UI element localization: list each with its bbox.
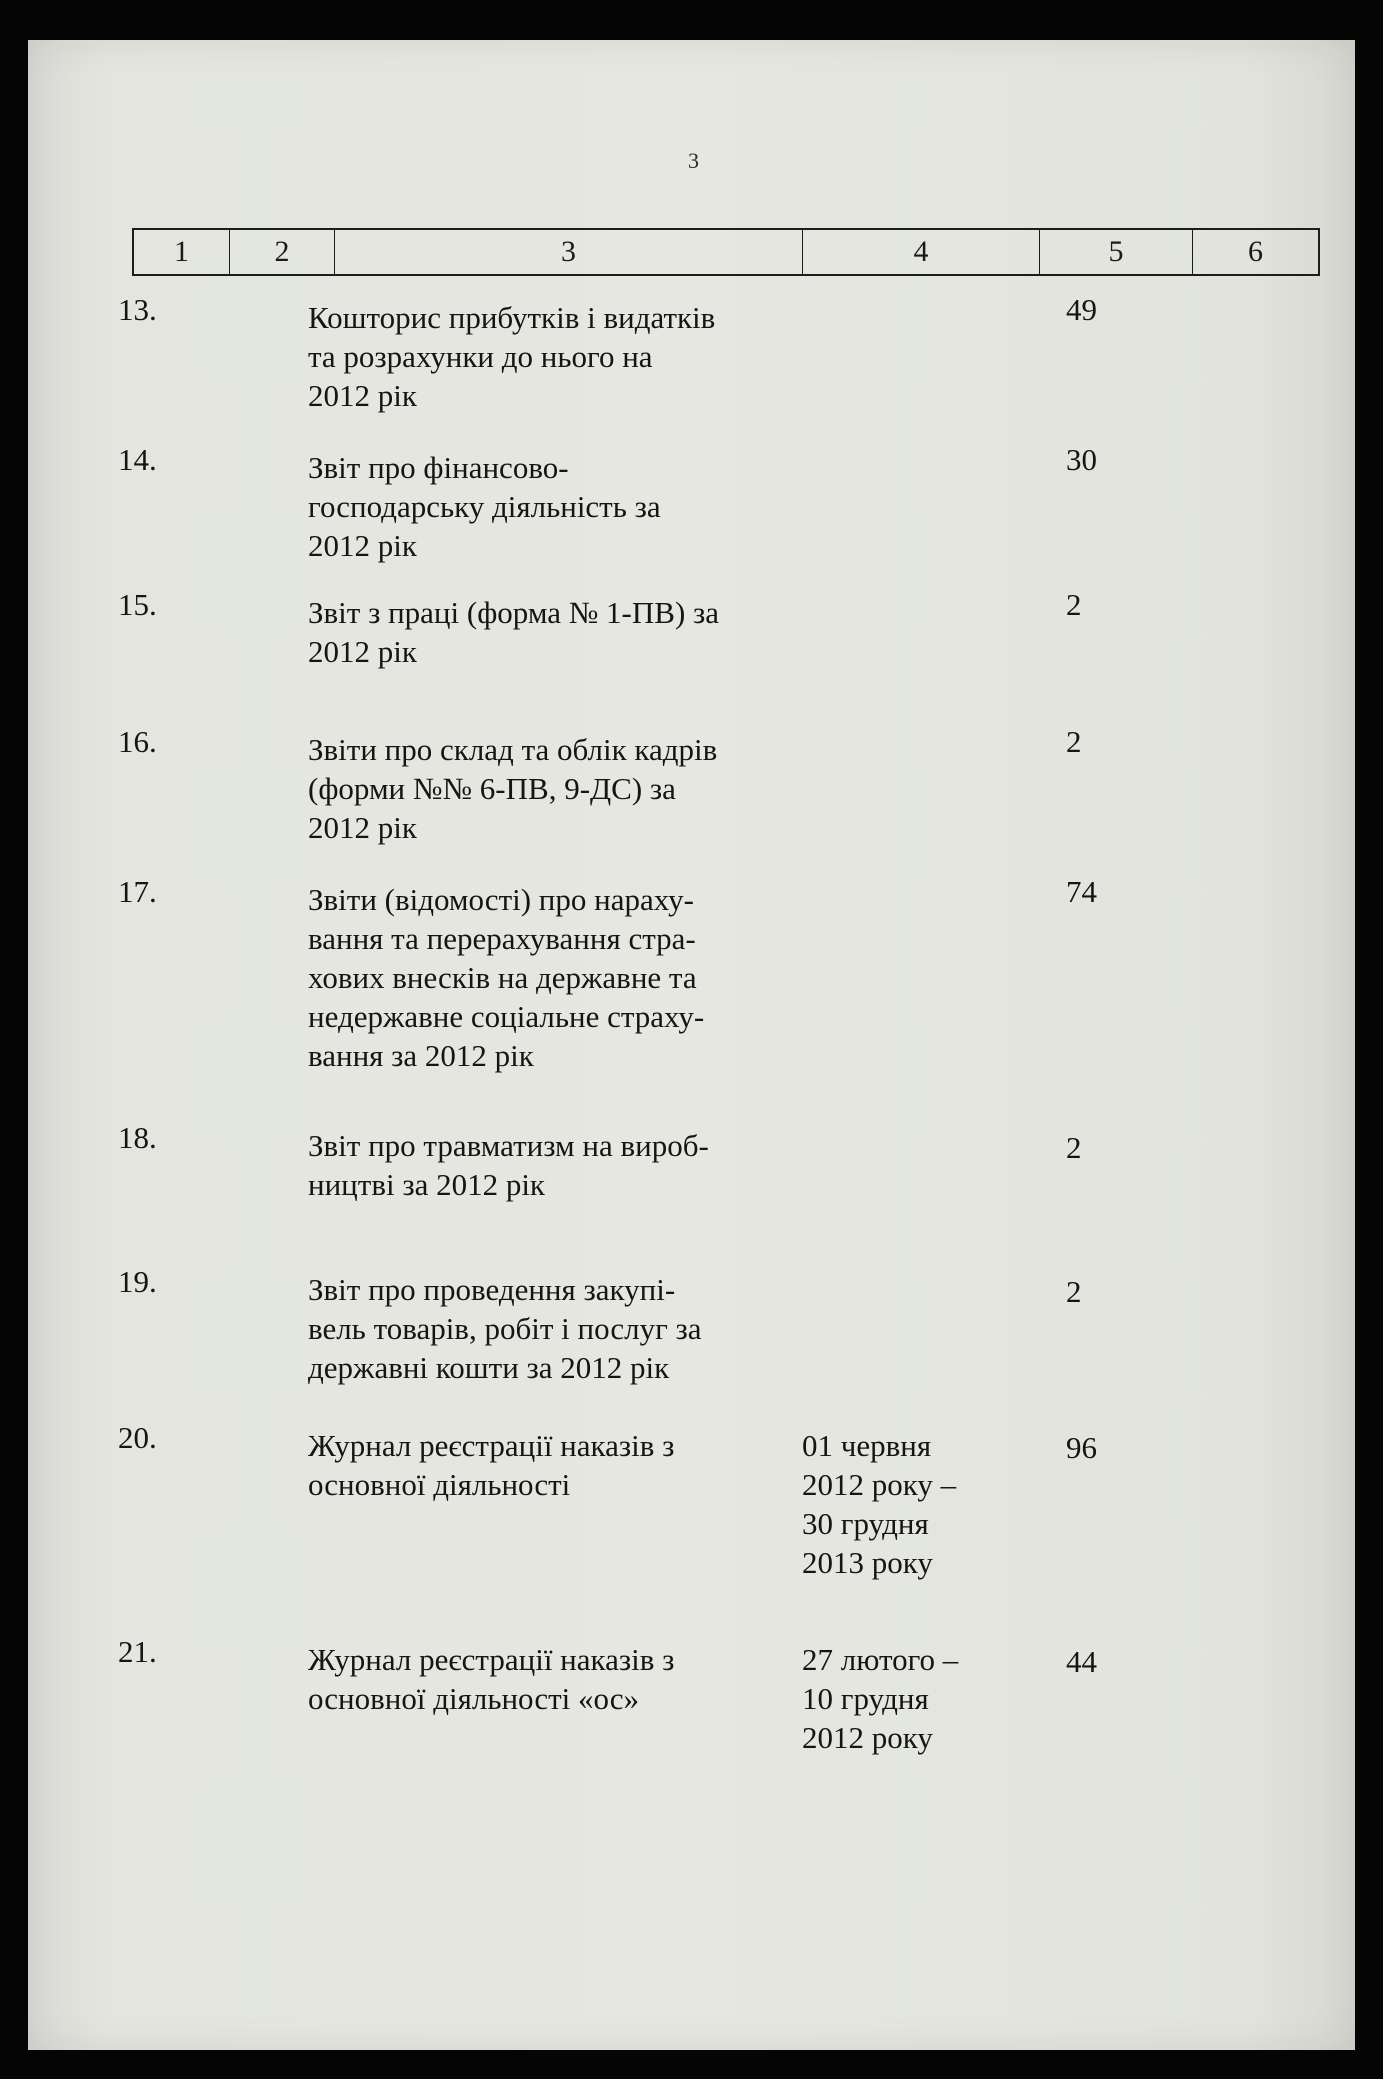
entry-title bbox=[308, 448, 778, 565]
entry-sheet-count: 2 bbox=[1066, 724, 1082, 759]
entry-number: 18. bbox=[118, 1120, 157, 1155]
entry-title-line: вель товарів, робіт і послуг за bbox=[308, 1311, 702, 1346]
entry-sheet-count: 74 bbox=[1066, 874, 1097, 909]
header-cell-4: 4 bbox=[803, 230, 1040, 274]
entry-title-line: Кошторис прибутків і видатків bbox=[308, 300, 716, 335]
entry-sheet-count: 2 bbox=[1066, 1274, 1082, 1309]
entry-title-line: Звіти (відомості) про нараху- bbox=[308, 882, 694, 917]
page-number: 3 bbox=[688, 148, 699, 173]
entry-date-line: 10 грудня bbox=[802, 1681, 929, 1716]
column-number-header bbox=[132, 228, 1320, 276]
entry-title-line: Звіт про травматизм на вироб- bbox=[308, 1128, 709, 1163]
entry-title bbox=[308, 1126, 778, 1204]
entry-title-line: ництві за 2012 рік bbox=[308, 1167, 545, 1202]
entry-title-line: 2012 рік bbox=[308, 810, 417, 845]
entry-title-line: та розрахунки до нього на bbox=[308, 339, 653, 374]
entry-dates bbox=[802, 1640, 1002, 1757]
entry-title-line: вання та перерахування стра- bbox=[308, 921, 696, 956]
entry-title-line: державні кошти за 2012 рік bbox=[308, 1350, 670, 1385]
entry-date-line: 2012 року bbox=[802, 1720, 933, 1755]
entry-date-line: 27 лютого – bbox=[802, 1642, 959, 1677]
entry-title-line: 2012 рік bbox=[308, 528, 417, 563]
entry-title-line: основної діяльності bbox=[308, 1467, 571, 1502]
entry-title-line: Звіти про склад та облік кадрів bbox=[308, 732, 718, 767]
entry-title bbox=[308, 593, 778, 671]
entry-title-line: основної діяльності «ос» bbox=[308, 1681, 640, 1716]
entry-sheet-count: 96 bbox=[1066, 1430, 1097, 1465]
entry-number: 13. bbox=[118, 292, 157, 327]
entry-title-line: господарську діяльність за bbox=[308, 489, 661, 524]
entry-title-line: 2012 рік bbox=[308, 378, 417, 413]
entry-number: 14. bbox=[118, 442, 157, 477]
entry-title-line: (форми №№ 6-ПВ, 9-ДС) за bbox=[308, 771, 676, 806]
entry-title bbox=[308, 298, 778, 415]
header-cell-2: 2 bbox=[230, 230, 335, 274]
entry-title-line: Журнал реєстрації наказів з bbox=[308, 1428, 675, 1463]
entry-date-line: 30 грудня bbox=[802, 1506, 929, 1541]
entry-title-line: недержавне соціальне страху- bbox=[308, 999, 705, 1034]
header-cell-6: 6 bbox=[1248, 235, 1263, 268]
entry-number: 20. bbox=[118, 1420, 157, 1455]
entry-title-line: 2012 рік bbox=[308, 634, 417, 669]
entry-title-line: вання за 2012 рік bbox=[308, 1038, 534, 1073]
entry-dates bbox=[802, 1426, 1002, 1582]
entry-title bbox=[308, 1270, 778, 1387]
header-cell-3: 3 bbox=[335, 230, 803, 274]
header-cell-5: 5 bbox=[1040, 230, 1193, 274]
entry-sheet-count: 2 bbox=[1066, 1130, 1082, 1165]
entry-title bbox=[308, 1426, 778, 1504]
header-cell-1: 1 bbox=[134, 230, 230, 274]
entry-title-line: Звіт з праці (форма № 1-ПВ) за bbox=[308, 595, 720, 630]
entry-title bbox=[308, 880, 778, 1075]
entry-sheet-count: 49 bbox=[1066, 292, 1097, 327]
entry-title-line: Звіт про фінансово- bbox=[308, 450, 569, 485]
entry-date-line: 2012 року – bbox=[802, 1467, 957, 1502]
entry-number: 19. bbox=[118, 1264, 157, 1299]
entry-title bbox=[308, 730, 778, 847]
entry-number: 15. bbox=[118, 587, 157, 622]
entry-sheet-count: 2 bbox=[1066, 587, 1082, 622]
entry-number: 21. bbox=[118, 1634, 157, 1669]
entry-date-line: 01 червня bbox=[802, 1428, 932, 1463]
entry-title-line: Журнал реєстрації наказів з bbox=[308, 1642, 675, 1677]
entry-number: 16. bbox=[118, 724, 157, 759]
entry-sheet-count: 30 bbox=[1066, 442, 1097, 477]
entry-title bbox=[308, 1640, 778, 1718]
entry-title-line: хових внесків на державне та bbox=[308, 960, 697, 995]
entry-sheet-count: 44 bbox=[1066, 1644, 1097, 1679]
entry-date-line: 2013 року bbox=[802, 1545, 933, 1580]
entry-title-line: Звіт про проведення закупі- bbox=[308, 1272, 676, 1307]
entry-number: 17. bbox=[118, 874, 157, 909]
